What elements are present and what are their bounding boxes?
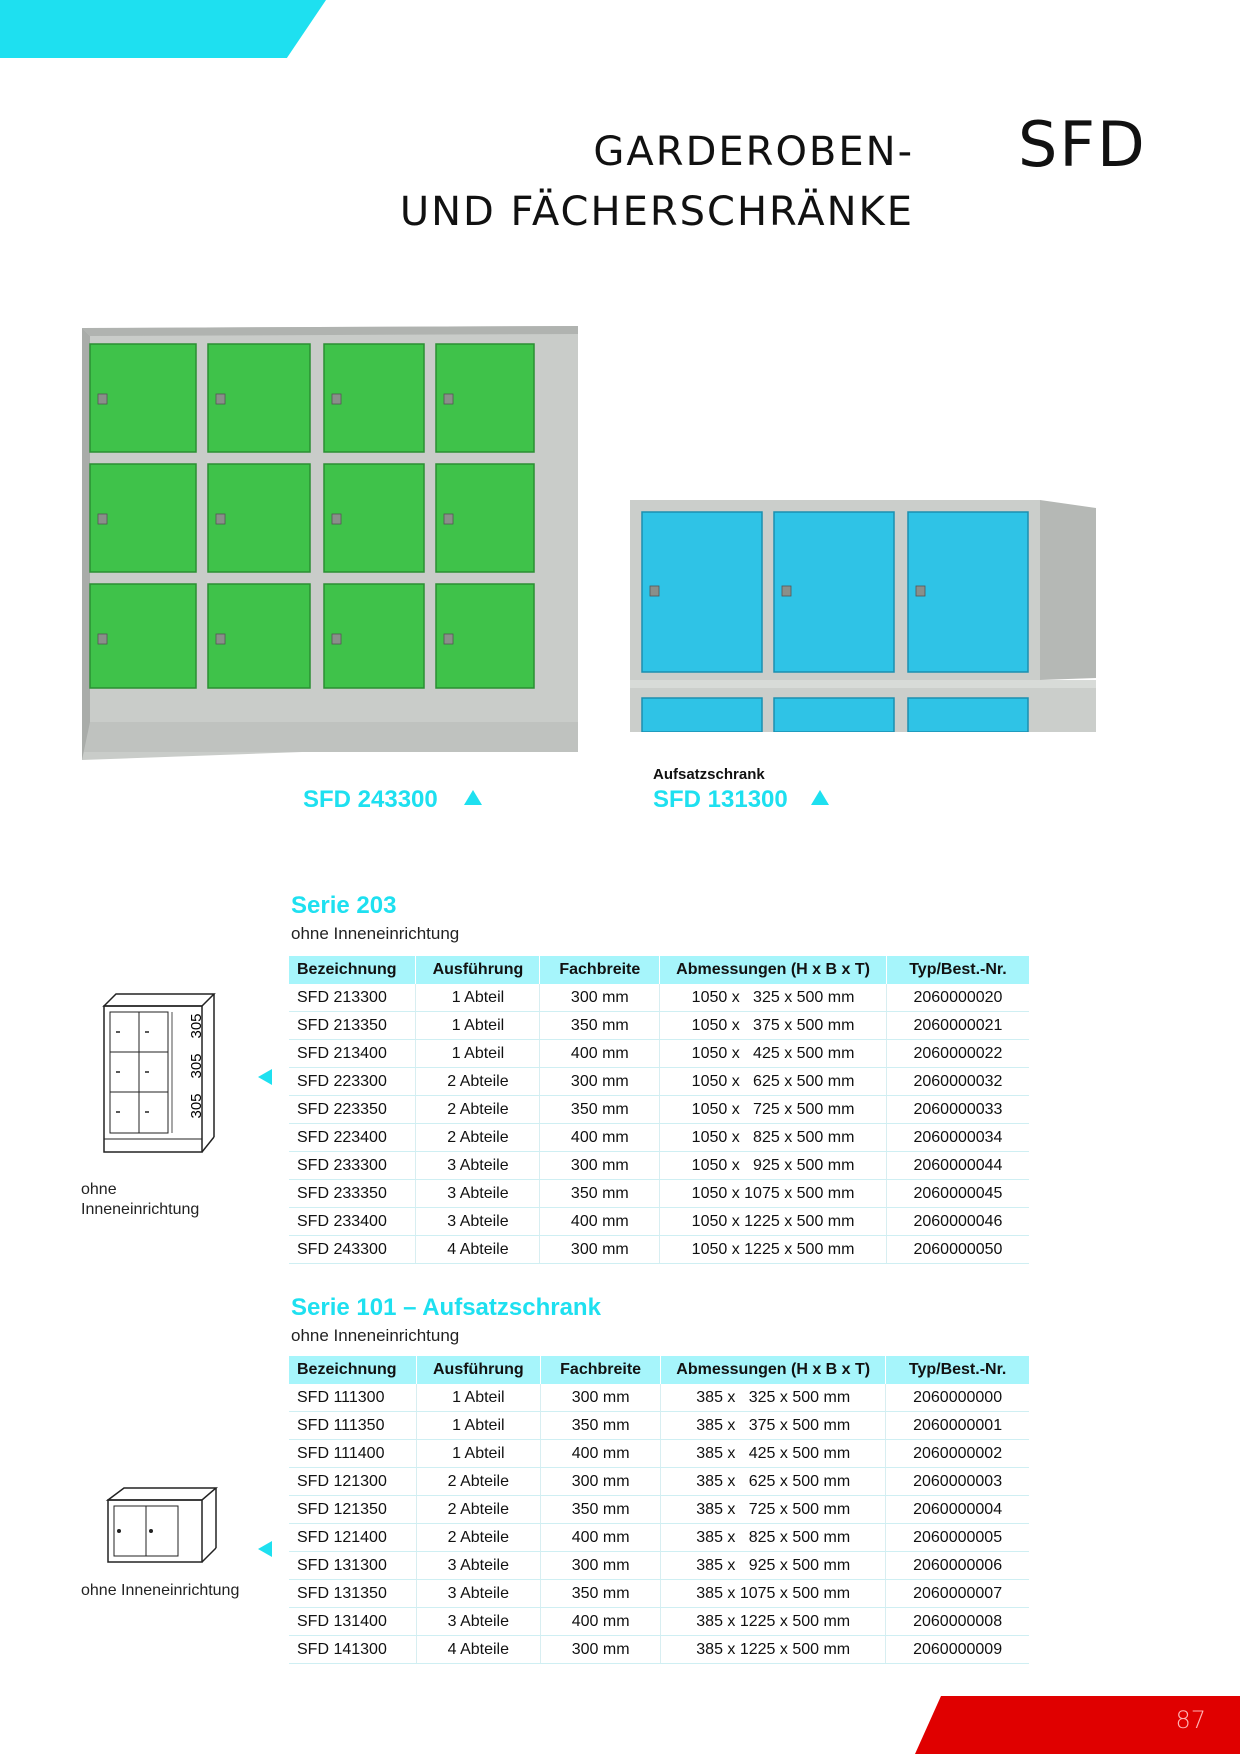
table-cell: 300 mm (541, 1636, 661, 1664)
table-row (289, 1524, 1029, 1552)
series-101-subtitle: ohne Inneneinrichtung (291, 1326, 460, 1345)
table-row (289, 1440, 1029, 1468)
table-cell: 400 mm (540, 1040, 660, 1068)
header-accent-bar (0, 0, 326, 58)
table-cell: 2060000032 (886, 1068, 1029, 1096)
table-cell: SFD 233400 (289, 1208, 416, 1236)
table-cell: 300 mm (540, 1068, 660, 1096)
table-cell: 1050 x 325 x 500 mm (660, 984, 887, 1012)
table-cell: SFD 111350 (289, 1412, 416, 1440)
table-cell: 3 Abteile (416, 1552, 540, 1580)
table-cell: 385 x 625 x 500 mm (661, 1468, 886, 1496)
table-cell: SFD 121350 (289, 1496, 416, 1524)
table-cell: 400 mm (540, 1208, 660, 1236)
series-203-subtitle: ohne Inneneinrichtung (291, 924, 460, 943)
blue-locker-doors (642, 512, 1028, 732)
table-row (289, 1580, 1029, 1608)
aufsatz-caption: Aufsatzschrank (653, 766, 765, 783)
column-header: Fachbreite (541, 1356, 661, 1384)
table-cell: 2060000050 (886, 1236, 1029, 1264)
table-cell: 2060000003 (886, 1468, 1029, 1496)
table-cell: 385 x 375 x 500 mm (661, 1412, 886, 1440)
table-row (289, 1412, 1029, 1440)
lock-icon (216, 634, 225, 644)
lock-icon (444, 634, 453, 644)
green-locker-photo (78, 322, 584, 760)
column-header: Typ/Best.-Nr. (886, 1356, 1029, 1384)
table-row (289, 1608, 1029, 1636)
locker-door (642, 698, 762, 732)
table-cell: 1 Abteil (416, 1384, 540, 1412)
table-cell: 385 x 825 x 500 mm (661, 1524, 886, 1552)
table-cell: 2 Abteile (416, 1524, 540, 1552)
table-header-row (289, 956, 1029, 984)
table-cell: SFD 213350 (289, 1012, 416, 1040)
table-cell: 2 Abteile (416, 1468, 540, 1496)
series-203-title: Serie 203 (291, 892, 397, 919)
locker-diagram-101 (104, 1486, 220, 1566)
table-cell: 350 mm (540, 1096, 660, 1124)
table-cell: 300 mm (541, 1552, 661, 1580)
table-cell: 2060000046 (886, 1208, 1029, 1236)
page-title-line1: GARDEROBEN- (593, 129, 914, 175)
table-cell: SFD 223350 (289, 1096, 416, 1124)
page-number: 87 (1175, 1706, 1206, 1734)
lock-icon (332, 394, 341, 404)
triangle-left-icon (258, 1541, 272, 1557)
column-header: Typ/Best.-Nr. (886, 956, 1029, 984)
lock-icon (916, 586, 925, 596)
table-cell: 2060000044 (886, 1152, 1029, 1180)
table-cell: 2060000006 (886, 1552, 1029, 1580)
table-row (289, 1124, 1029, 1152)
table-cell: 385 x 1225 x 500 mm (661, 1608, 886, 1636)
table-cell: SFD 243300 (289, 1236, 416, 1264)
table-cell: 385 x 425 x 500 mm (661, 1440, 886, 1468)
table-cell: 2060000045 (886, 1180, 1029, 1208)
table-cell: 2060000022 (886, 1040, 1029, 1068)
table-cell: 1050 x 725 x 500 mm (660, 1096, 887, 1124)
table-cell: 2 Abteile (416, 1096, 540, 1124)
product-code-left: SFD 243300 (303, 786, 438, 813)
table-cell: SFD 223400 (289, 1124, 416, 1152)
table-cell: 2060000009 (886, 1636, 1029, 1664)
table-cell: 350 mm (541, 1580, 661, 1608)
table-row (289, 1152, 1029, 1180)
table-cell: 2060000004 (886, 1496, 1029, 1524)
table-row (289, 1068, 1029, 1096)
column-header: Bezeichnung (289, 956, 416, 984)
lock-icon (444, 514, 453, 524)
table-cell: 385 x 325 x 500 mm (661, 1384, 886, 1412)
table-cell: 350 mm (540, 1012, 660, 1040)
locker-door (908, 512, 1028, 672)
diagram-caption-203 (81, 1180, 199, 1220)
table-cell: 1050 x 825 x 500 mm (660, 1124, 887, 1152)
table-header-row (289, 1356, 1029, 1384)
table-cell: 350 mm (541, 1412, 661, 1440)
table-cell: 2 Abteile (416, 1496, 540, 1524)
lock-icon (98, 394, 107, 404)
table-row (289, 1012, 1029, 1040)
table-cell: 1 Abteil (416, 1012, 540, 1040)
table-cell: SFD 111300 (289, 1384, 416, 1412)
table-cell: 2060000000 (886, 1384, 1029, 1412)
triangle-up-icon (811, 790, 829, 805)
lock-icon (650, 586, 659, 596)
lock-icon (444, 394, 453, 404)
product-code-right: SFD 131300 (653, 786, 788, 813)
table-cell: 2060000007 (886, 1580, 1029, 1608)
table-cell: 1050 x 925 x 500 mm (660, 1152, 887, 1180)
lock-icon (332, 634, 341, 644)
table-cell: 1050 x 625 x 500 mm (660, 1068, 887, 1096)
table-cell: SFD 213300 (289, 984, 416, 1012)
table-cell: 300 mm (540, 1236, 660, 1264)
brand-label: SFD (1018, 108, 1147, 181)
diagram-caption-line2: Inneneinrichtung (81, 1201, 200, 1218)
table-cell: 385 x 1075 x 500 mm (661, 1580, 886, 1608)
table-cell: 2060000020 (886, 984, 1029, 1012)
table-cell: 2060000005 (886, 1524, 1029, 1552)
locker-door (642, 512, 762, 672)
table-cell: 400 mm (541, 1524, 661, 1552)
table-row (289, 1180, 1029, 1208)
table-cell: 3 Abteile (416, 1580, 540, 1608)
table-cell: 2060000008 (886, 1608, 1029, 1636)
table-cell: 2060000033 (886, 1096, 1029, 1124)
dim-label-2: 305 (188, 1053, 205, 1079)
table-cell: SFD 223300 (289, 1068, 416, 1096)
diagram-caption-line1: ohne (81, 1181, 117, 1198)
table-cell: 3 Abteile (416, 1208, 540, 1236)
table-row (289, 1236, 1029, 1264)
blue-locker-photo (630, 500, 1098, 732)
table-row (289, 1468, 1029, 1496)
table-cell: 300 mm (541, 1384, 661, 1412)
locker-door (774, 698, 894, 732)
page-title (400, 122, 914, 242)
table-cell: 2 Abteile (416, 1124, 540, 1152)
table-row (289, 1040, 1029, 1068)
table-cell: 300 mm (541, 1468, 661, 1496)
table-row (289, 1096, 1029, 1124)
table-cell: 1 Abteil (416, 984, 540, 1012)
table-cell: 1050 x 1225 x 500 mm (660, 1236, 887, 1264)
lock-icon (216, 394, 225, 404)
table-cell: SFD 131300 (289, 1552, 416, 1580)
column-header: Abmessungen (H x B x T) (661, 1356, 886, 1384)
column-header: Bezeichnung (289, 1356, 416, 1384)
table-cell: 3 Abteile (416, 1180, 540, 1208)
table-cell: 400 mm (541, 1608, 661, 1636)
table-cell: SFD 131400 (289, 1608, 416, 1636)
triangle-up-icon (464, 790, 482, 805)
table-cell: 1050 x 1075 x 500 mm (660, 1180, 887, 1208)
series-101-table (289, 1356, 1029, 1664)
table-cell: 1 Abteil (416, 1412, 540, 1440)
table-cell: 385 x 725 x 500 mm (661, 1496, 886, 1524)
table-cell: 400 mm (541, 1440, 661, 1468)
table-cell: SFD 141300 (289, 1636, 416, 1664)
table-cell: 385 x 1225 x 500 mm (661, 1636, 886, 1664)
series-101-title: Serie 101 – Aufsatzschrank (291, 1294, 601, 1321)
table-cell: SFD 213400 (289, 1040, 416, 1068)
table-cell: 3 Abteile (416, 1152, 540, 1180)
triangle-left-icon (258, 1069, 272, 1085)
table-row (289, 1384, 1029, 1412)
table-row (289, 1552, 1029, 1580)
dim-label-1: 305 (188, 1013, 205, 1039)
lock-icon (98, 514, 107, 524)
table-row (289, 984, 1029, 1012)
table-cell: 2 Abteile (416, 1068, 540, 1096)
table-cell: 4 Abteile (416, 1236, 540, 1264)
table-cell: SFD 121300 (289, 1468, 416, 1496)
table-cell: SFD 121400 (289, 1524, 416, 1552)
table-cell: 1050 x 1225 x 500 mm (660, 1208, 887, 1236)
table-cell: 2060000002 (886, 1440, 1029, 1468)
table-cell: 385 x 925 x 500 mm (661, 1552, 886, 1580)
table-cell: 1 Abteil (416, 1440, 540, 1468)
table-cell: SFD 233300 (289, 1152, 416, 1180)
table-cell: 350 mm (540, 1180, 660, 1208)
column-header: Abmessungen (H x B x T) (660, 956, 887, 984)
table-cell: SFD 131350 (289, 1580, 416, 1608)
lock-icon (216, 514, 225, 524)
lock-icon (332, 514, 341, 524)
diagram-caption-101: ohne Inneneinrichtung (81, 1582, 240, 1599)
table-cell: 4 Abteile (416, 1636, 540, 1664)
dim-label-3: 305 (188, 1093, 205, 1119)
table-cell: 2060000001 (886, 1412, 1029, 1440)
column-header: Fachbreite (540, 956, 660, 984)
table-cell: SFD 233350 (289, 1180, 416, 1208)
locker-door (908, 698, 1028, 732)
table-cell: 1050 x 425 x 500 mm (660, 1040, 887, 1068)
table-row (289, 1636, 1029, 1664)
table-row (289, 1208, 1029, 1236)
table-cell: 300 mm (540, 1152, 660, 1180)
table-cell: 1 Abteil (416, 1040, 540, 1068)
series-203-table (289, 956, 1029, 1264)
locker-door (774, 512, 894, 672)
table-row (289, 1496, 1029, 1524)
table-cell: 1050 x 375 x 500 mm (660, 1012, 887, 1040)
lock-icon (98, 634, 107, 644)
locker-diagram-203 (100, 992, 220, 1158)
page-title-line2: UND FÄCHERSCHRÄNKE (399, 189, 914, 235)
table-cell: 400 mm (540, 1124, 660, 1152)
column-header: Ausführung (416, 1356, 540, 1384)
table-cell: 350 mm (541, 1496, 661, 1524)
lock-icon (782, 586, 791, 596)
column-header: Ausführung (416, 956, 540, 984)
table-cell: 2060000034 (886, 1124, 1029, 1152)
table-cell: 3 Abteile (416, 1608, 540, 1636)
table-cell: 2060000021 (886, 1012, 1029, 1040)
table-cell: 300 mm (540, 984, 660, 1012)
table-cell: SFD 111400 (289, 1440, 416, 1468)
